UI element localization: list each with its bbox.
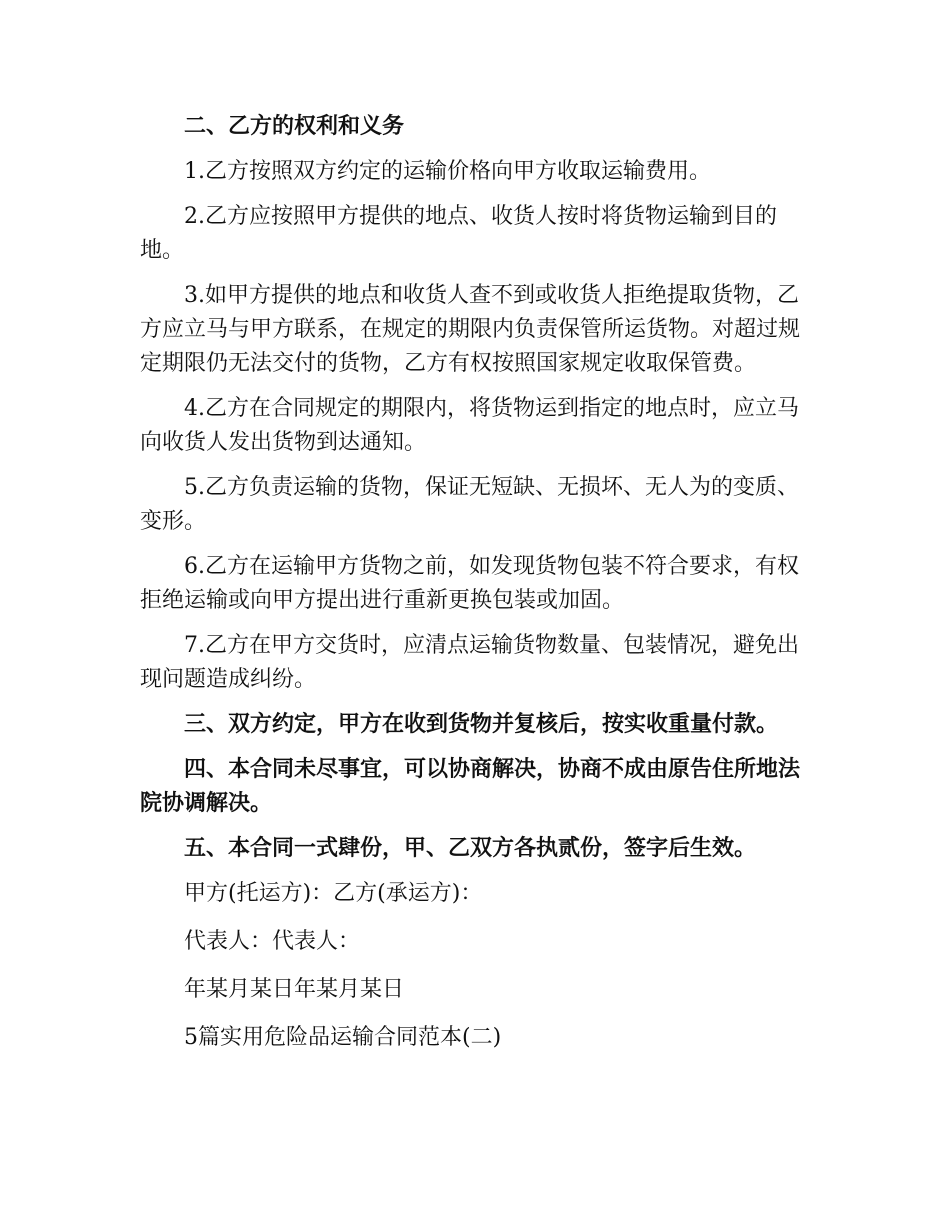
section-2-heading: 二、乙方的权利和义务 [184,114,405,139]
clause-item-7: 7.乙方在甲方交货时，应清点运输货物数量、包装情况，避免出现问题造成纠纷。 [140,633,799,692]
clause-item-1: 1.乙方按照双方约定的运输价格向甲方收取运输费用。 [184,159,711,184]
clause-item-3: 3.如甲方提供的地点和收货人查不到或收货人拒绝提取货物，乙方应立马与甲方联系，在规定的期限内负责保管所运货物。对超过规定期限仍无法交付的货物，乙方有权按照国家规定收取保管费。 [140,283,801,376]
clause-item-6: 6.乙方在运输甲方货物之前，如发现货物包装不符合要求，有权拒绝运输或向甲方提出进行重新更换包装或加固。 [140,554,799,613]
section-4-paragraph: 四、本合同未尽事宜，可以协商解决，协商不成由原告住所地法院协调解决。 [140,757,801,816]
clause-item-2: 2.乙方应按照甲方提供的地点、收货人按时将货物运输到目的地。 [140,204,777,263]
clause-item-5: 5.乙方负责运输的货物，保证无短缺、无损坏、无人为的变质、变形。 [140,475,799,534]
date-line: 年某月某日年某月某日 [184,977,405,1002]
representative-line: 代表人：代表人： [184,929,361,954]
next-document-title: 5篇实用危险品运输合同范本(二) [184,1025,502,1050]
parties-line: 甲方(托运方)：乙方(承运方)： [184,881,483,906]
section-5-paragraph: 五、本合同一式肆份，甲、乙双方各执贰份，签字后生效。 [184,836,757,861]
section-3-paragraph: 三、双方约定，甲方在收到货物并复核后，按实收重量付款。 [184,712,779,737]
document-page [140,110,820,1069]
clause-item-4: 4.乙方在合同规定的期限内，将货物运到指定的地点时，应立马向收货人发出货物到达通知。 [140,396,799,455]
